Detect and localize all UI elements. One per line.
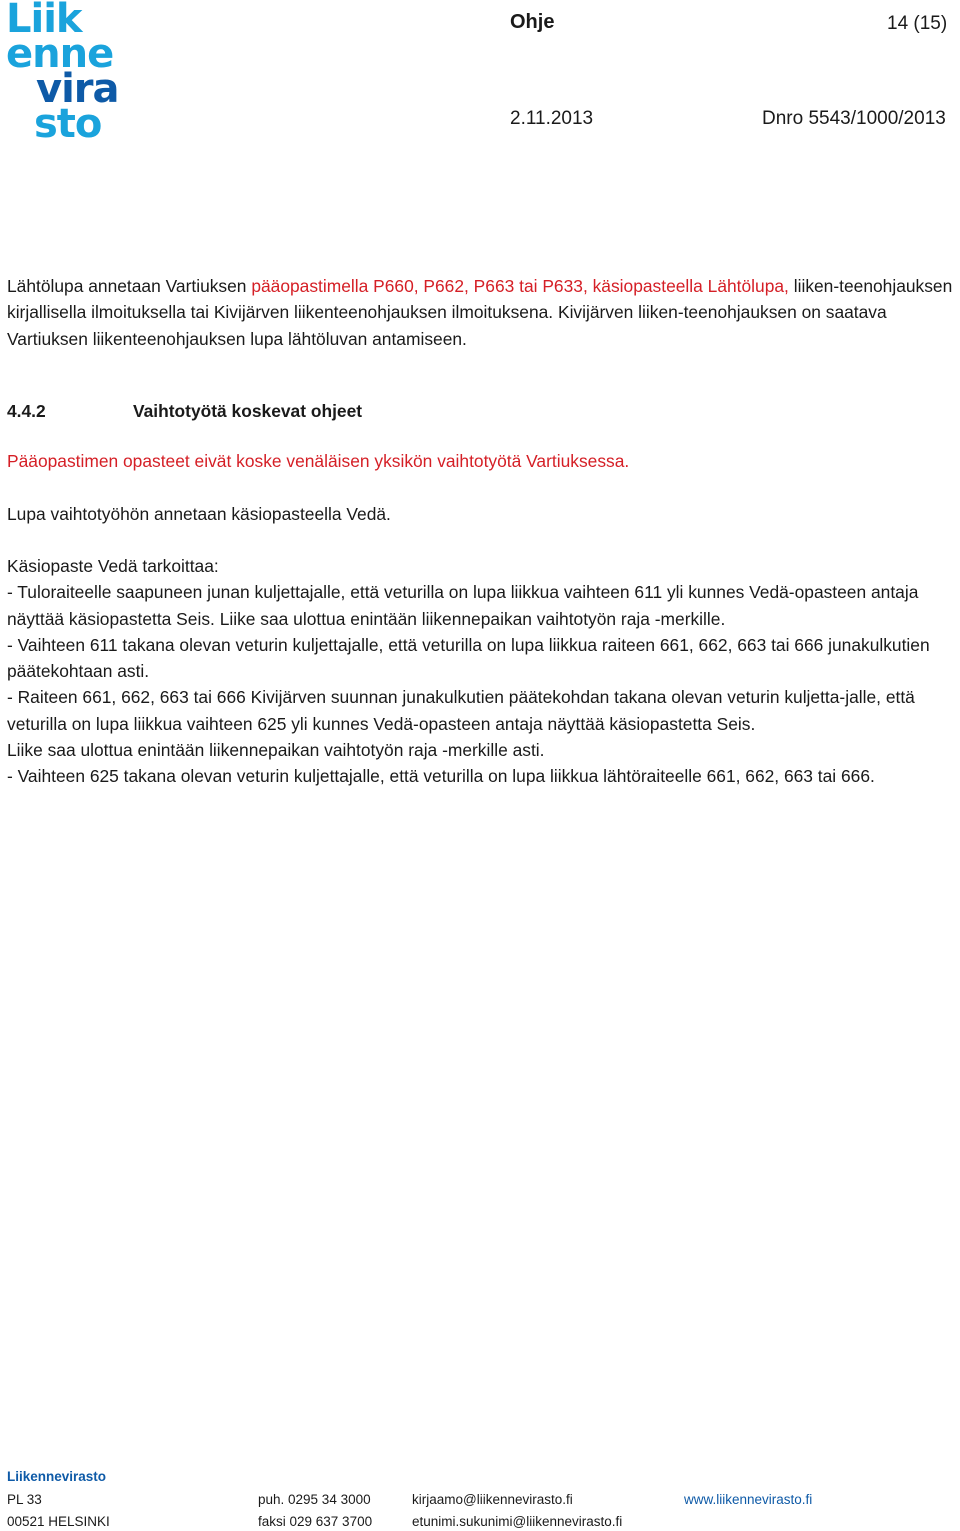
document-date: 2.11.2013 bbox=[510, 108, 594, 129]
section-number: 4.4.2 bbox=[7, 401, 46, 421]
footer-website-link[interactable]: www.liikennevirasto.fi bbox=[684, 1492, 813, 1507]
para1-text-a: Lähtölupa annetaan Vartiuksen bbox=[7, 276, 252, 296]
veda-item-3 bbox=[7, 684, 955, 763]
page-number: 14 (15) bbox=[887, 13, 948, 34]
footer-email-personal[interactable]: etunimi.sukunimi@liikennevirasto.fi bbox=[412, 1514, 623, 1529]
document-type: Ohje bbox=[510, 11, 555, 33]
footer-email-registry[interactable]: kirjaamo@liikennevirasto.fi bbox=[412, 1492, 573, 1507]
veda-item-1-limit: Liike saa ulottua enintään liikennepaikan vaihtotyön raja -merkille. bbox=[219, 608, 726, 629]
logo-line-3: vira bbox=[36, 66, 119, 112]
footer-organization: Liikennevirasto bbox=[7, 1469, 107, 1484]
paragraph-veda-meaning bbox=[7, 553, 955, 790]
paragraph-departure-permit bbox=[7, 273, 955, 352]
logo-line-4: sto bbox=[34, 101, 102, 147]
document-dnro: Dnro 5543/1000/2013 bbox=[762, 108, 946, 129]
liikennevirasto-logo bbox=[6, 0, 132, 147]
veda-item-2: - Vaihteen 611 takana olevan veturin kuljettajalle, että veturilla on lupa liikkua raiteen 661, 662, 663 tai 666 junakulkutien päätekohtaan asti. bbox=[7, 634, 930, 682]
section-heading bbox=[7, 401, 362, 422]
veda-item-4: - Vaihteen 625 takana olevan veturin kuljettajalle, että veturilla on lupa liikkua lähtöraiteelle 661, 662, 663 tai 666. bbox=[7, 766, 875, 787]
veda-intro: Käsiopaste Vedä tarkoittaa: bbox=[7, 556, 219, 576]
section-title: Vaihtotyötä koskevat ohjeet bbox=[133, 401, 363, 421]
veda-item-3-text: - Raiteen 661, 662, 663 tai 666 Kivijärven suunnan junakulkutien päätekohdan takana olevan veturin kuljetta-jalle, että veturilla on lupa liikkua vaihteen 625 yli kunnes Vedä-opasteen antaja näyttää käsiopastetta Seis. bbox=[7, 687, 915, 734]
veda-item-1 bbox=[7, 579, 955, 632]
para1-text-red: pääopastimella P660, P662, P663 tai P633, käsiopasteella Lähtölupa, bbox=[251, 276, 789, 296]
footer-city: 00521 HELSINKI bbox=[7, 1514, 110, 1529]
veda-item-1-text: - Tuloraiteelle saapuneen junan kuljettajalle, että veturilla on lupa liikkua vaihteen 611 yli kunnes Vedä-opasteen antaja näyttää käsiopastetta Seis. bbox=[7, 582, 919, 629]
paragraph-shunting-permit: Lupa vaihtotyöhön annetaan käsiopasteella Vedä. bbox=[7, 504, 391, 524]
para1-text-d: liikenteenohjauksen ilmoituksena. Kivijärven liiken-teenohjauksen on saatava Vartiuksen liikenteenohjauksen lupa lähtöluvan antamiseen. bbox=[7, 302, 887, 349]
footer-fax: faksi 029 637 3700 bbox=[258, 1514, 373, 1529]
footer-phone: puh. 0295 34 3000 bbox=[258, 1492, 371, 1507]
footer-po-box: PL 33 bbox=[7, 1492, 42, 1507]
logo-line-2: enne bbox=[6, 31, 114, 77]
veda-item-3-limit: Liike saa ulottua enintään liikennepaikan vaihtotyön raja -merkille asti. bbox=[7, 740, 545, 761]
para1-text-c: liiken-teenohjauksen kirjallisella ilmoituksella tai Kivijärven bbox=[7, 276, 953, 323]
logo-line-1: Liik bbox=[6, 0, 82, 42]
paragraph-main-signals: Pääopastimen opasteet eivät koske venäläisen yksikön vaihtotyötä Vartiuksessa. bbox=[7, 451, 630, 471]
